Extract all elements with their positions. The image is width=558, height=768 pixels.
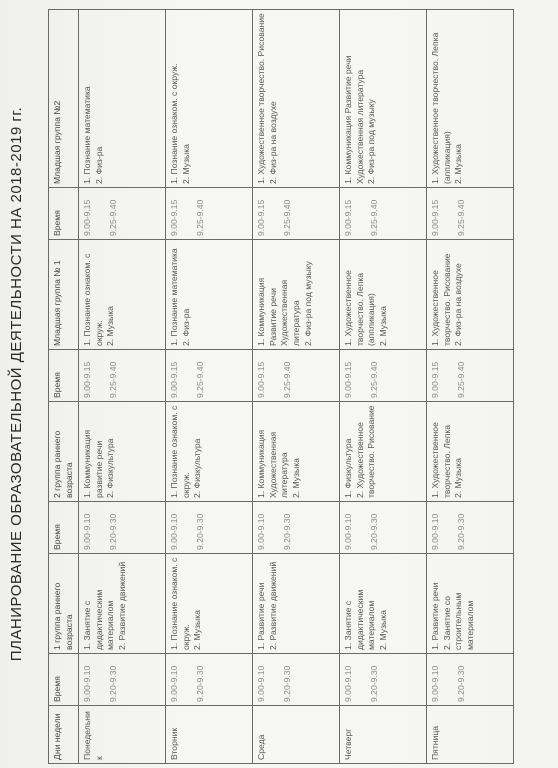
time-cell — [427, 654, 514, 706]
header-row — [49, 10, 79, 764]
activity-text: 1. Коммуникация Художественная литература — [256, 429, 290, 498]
time-slot: 9.25-9.40 — [194, 361, 205, 398]
activity-cell — [253, 10, 340, 188]
time-cell — [253, 188, 340, 240]
activity-text: 2. Физ-ра — [180, 308, 191, 346]
activity-text: 2. Музыка — [453, 144, 464, 184]
activity-cell — [166, 240, 253, 350]
document-title: ПЛАНИРОВАНИЕ ОБРАЗОВАТЕЛЬНОЙ ДЕЯТЕЛЬНОСТИ НА 2018-2019 гг. — [8, 106, 25, 662]
activity-text: 1. Художественное творчество. Лепка (аппликация) — [343, 270, 377, 346]
time-slot: 9.20-9.30 — [194, 665, 205, 702]
table-row — [79, 10, 166, 764]
activity-text: 1. Художественное творчество. Рисование — [430, 253, 452, 346]
activity-text: 2. Музыка — [192, 610, 203, 650]
time-slot: 9.25-9.40 — [368, 199, 379, 236]
activity-text: 2. Развитие движений — [116, 561, 127, 650]
header-time-2: Время — [49, 502, 79, 554]
time-cell — [166, 188, 253, 240]
activity-cell — [427, 402, 514, 502]
header-group-1: 1 группа раннего возраста — [49, 554, 79, 654]
activity-text: 1. Познание ознаком. с окруж. — [82, 253, 104, 346]
activity-text: 2. Занятие со строительным материалом — [441, 592, 475, 650]
time-slot: 9.20-9.30 — [107, 513, 118, 550]
time-cell — [340, 188, 427, 240]
activity-text: 2. Музыка — [290, 458, 301, 498]
activity-text: 2. Физ-ра под музыку — [302, 261, 313, 346]
time-slot: 9.20-9.30 — [281, 513, 292, 550]
time-slot: 9.00-9.10 — [169, 665, 180, 702]
header-day: Дни недели — [49, 706, 79, 764]
time-cell — [340, 654, 427, 706]
activity-cell — [340, 402, 427, 502]
activity-text: 1. Познание ознаком. с окруж. — [169, 557, 191, 650]
activity-text: 1. Художественное творчество. Лепка — [430, 422, 452, 498]
time-slot: 9.25-9.40 — [455, 361, 466, 398]
activity-cell — [79, 240, 166, 350]
day-name: Среда — [256, 734, 267, 760]
activity-text: 2. Музыка — [377, 610, 388, 650]
time-slot: 9.20-9.30 — [281, 665, 292, 702]
activity-cell — [79, 402, 166, 502]
day-name: Вторник — [169, 727, 180, 760]
header-time-4: Время — [49, 188, 79, 240]
activity-cell — [79, 554, 166, 654]
table-row — [427, 10, 514, 764]
time-slot: 9.00-9.10 — [256, 513, 267, 550]
time-cell — [253, 502, 340, 554]
activity-cell — [253, 554, 340, 654]
day-name: Четверг — [343, 728, 354, 760]
time-slot: 9.25-9.40 — [455, 199, 466, 236]
time-cell — [427, 502, 514, 554]
time-slot: 9.00-9.15 — [82, 199, 93, 236]
activity-text: 1. Познание математика — [169, 248, 180, 346]
schedule-table — [48, 9, 514, 764]
time-slot: 9.00-9.15 — [430, 199, 441, 236]
rotated-content — [4, 4, 552, 764]
time-slot: 9.20-9.30 — [368, 513, 379, 550]
day-cell — [79, 706, 166, 764]
time-slot: 9.00-9.10 — [430, 665, 441, 702]
activity-text: 2. Музыка — [453, 458, 464, 498]
time-slot: 9.00-9.10 — [82, 513, 93, 550]
activity-cell — [427, 240, 514, 350]
activity-text: 2. Физкультура — [192, 438, 203, 498]
activity-text: 1. Занятие с дидактическим материалом — [343, 589, 377, 650]
activity-text: 1. Коммуникация Развитие речи Художественная литература — [256, 277, 301, 346]
activity-text: 1. Познание ознаком. с окруж. — [169, 405, 191, 498]
time-slot: 9.00-9.15 — [256, 361, 267, 398]
activity-text: 2. Физ-ра — [93, 146, 104, 184]
activity-text: 1. Коммуникация Развитие речи Художественная литература — [343, 55, 365, 184]
activity-cell — [427, 554, 514, 654]
activity-cell — [340, 10, 427, 188]
time-slot: 9.25-9.40 — [107, 199, 118, 236]
time-slot: 9.25-9.40 — [368, 361, 379, 398]
header-time-3: Время — [49, 350, 79, 402]
activity-text: 1. Занятие с дидактическим материалом — [82, 589, 116, 650]
header-group-2: 2 группа раннего возраста — [49, 402, 79, 502]
time-slot: 9.00-9.15 — [169, 361, 180, 398]
time-slot: 9.00-9.15 — [430, 361, 441, 398]
time-slot: 9.20-9.30 — [107, 665, 118, 702]
activity-cell — [166, 554, 253, 654]
time-cell — [340, 350, 427, 402]
activity-cell — [79, 10, 166, 188]
time-slot: 9.20-9.30 — [455, 665, 466, 702]
activity-text: 2. Физ-ра под музыку — [366, 99, 377, 184]
time-slot: 9.00-9.15 — [169, 199, 180, 236]
day-name: Пятница — [430, 725, 441, 760]
time-cell — [79, 188, 166, 240]
time-slot: 9.20-9.30 — [194, 513, 205, 550]
time-slot: 9.00-9.10 — [82, 665, 93, 702]
header-group-3: Младшая группа № 1 — [49, 240, 79, 350]
time-cell — [340, 502, 427, 554]
activity-text: 2. Музыка — [105, 306, 116, 346]
time-slot: 9.25-9.40 — [281, 199, 292, 236]
time-slot: 9.00-9.10 — [343, 665, 354, 702]
table-row — [166, 10, 253, 764]
time-cell — [79, 502, 166, 554]
time-slot: 9.00-9.10 — [343, 513, 354, 550]
day-cell — [253, 706, 340, 764]
time-slot: 9.00-9.15 — [343, 199, 354, 236]
time-slot: 9.25-9.40 — [107, 361, 118, 398]
day-cell — [427, 706, 514, 764]
activity-cell — [340, 554, 427, 654]
activity-cell — [166, 10, 253, 188]
time-slot: 9.20-9.30 — [455, 513, 466, 550]
time-slot: 9.00-9.15 — [256, 199, 267, 236]
activity-text: 2. Музыка — [377, 306, 388, 346]
header-group-4: Младшая группа №2 — [49, 10, 79, 188]
table-row — [253, 10, 340, 764]
activity-text: 2. Физ-ра на воздухе — [267, 101, 278, 184]
activity-text: 2. Развитие движений — [267, 561, 278, 650]
time-slot: 9.00-9.15 — [343, 361, 354, 398]
time-cell — [253, 654, 340, 706]
time-slot: 9.00-9.10 — [430, 513, 441, 550]
day-cell — [166, 706, 253, 764]
time-cell — [166, 350, 253, 402]
activity-cell — [166, 402, 253, 502]
time-slot: 9.00-9.10 — [256, 665, 267, 702]
day-name: Понедельник — [82, 711, 104, 760]
time-slot: 9.25-9.40 — [194, 199, 205, 236]
activity-text: 1. Художественное творчество. Рисование — [256, 13, 267, 184]
activity-cell — [427, 10, 514, 188]
activity-text: 1. Художественное творчество. Лепка (аппликация) — [430, 32, 452, 184]
activity-text: 1. Коммуникация развитие речи — [82, 429, 104, 498]
time-cell — [427, 350, 514, 402]
activity-text: 1. Познание математика — [82, 86, 93, 184]
activity-cell — [340, 240, 427, 350]
activity-text: 1. Физкультура — [343, 438, 354, 498]
activity-cell — [253, 402, 340, 502]
activity-text: 2. Музыка — [180, 144, 191, 184]
day-cell — [340, 706, 427, 764]
activity-text: 2. Физкультура — [105, 438, 116, 498]
activity-text: 2. Физ-ра на воздухе — [453, 263, 464, 346]
time-slot: 9.25-9.40 — [281, 361, 292, 398]
time-cell — [166, 654, 253, 706]
time-cell — [79, 350, 166, 402]
time-cell — [253, 350, 340, 402]
table-row — [340, 10, 427, 764]
activity-text: 2. Художественное творчество. Рисование — [354, 405, 377, 498]
time-cell — [427, 188, 514, 240]
header-time-1: Время — [49, 654, 79, 706]
activity-text: 1. Развитие речи — [256, 582, 267, 650]
time-slot: 9.00-9.15 — [82, 361, 93, 398]
activity-text: 1. Познание ознаком. с окруж. — [169, 63, 180, 184]
activity-text: 1. Развитие речи — [430, 582, 441, 650]
time-slot: 9.00-9.10 — [169, 513, 180, 550]
time-cell — [166, 502, 253, 554]
time-cell — [79, 654, 166, 706]
time-slot: 9.20-9.30 — [368, 665, 379, 702]
activity-cell — [253, 240, 340, 350]
